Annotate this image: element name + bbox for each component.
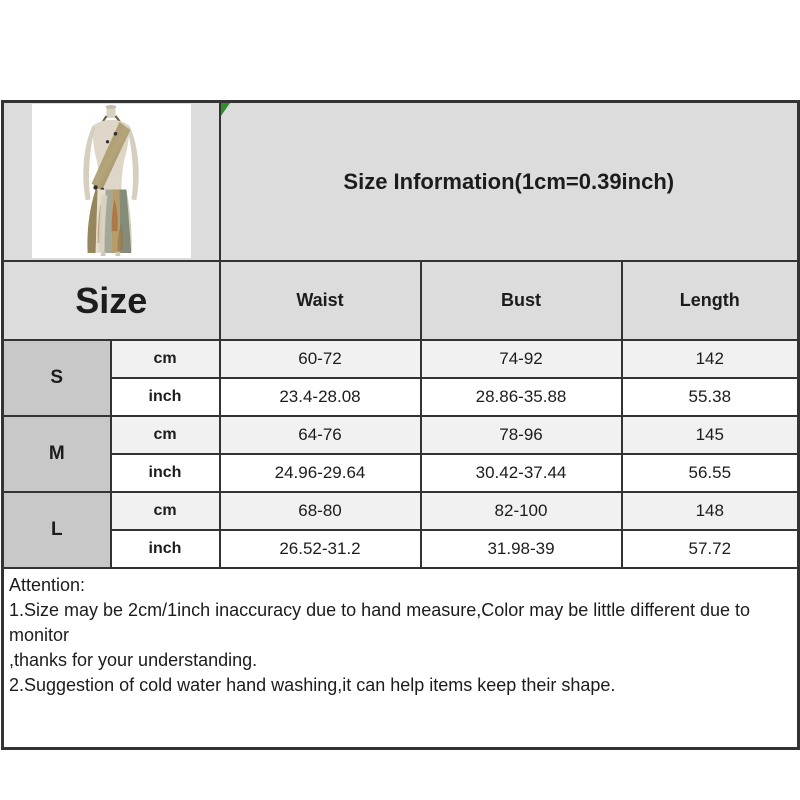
m-waist-cm: 64-76 (220, 416, 421, 454)
attention-line-3: 2.Suggestion of cold water hand washing,it can help items keep their shape. (9, 675, 616, 695)
table-row-m-inch (3, 454, 799, 492)
product-image (32, 104, 191, 258)
table-row-l-cm (3, 492, 799, 530)
l-length-cm: 148 (622, 492, 799, 530)
m-bust-cm: 78-96 (421, 416, 622, 454)
m-length-inch: 56.55 (622, 454, 799, 492)
product-image-cell (3, 102, 220, 262)
l-bust-inch: 31.98-39 (421, 530, 622, 568)
table-row-l-inch (3, 530, 799, 568)
table-row-m-cm (3, 416, 799, 454)
size-chart-table (1, 100, 800, 750)
m-bust-inch: 30.42-37.44 (421, 454, 622, 492)
l-waist-inch: 26.52-31.2 (220, 530, 421, 568)
s-length-cm: 142 (622, 340, 799, 378)
unit-label-inch: inch (111, 454, 220, 492)
s-waist-inch: 23.4-28.08 (220, 378, 421, 416)
skirt-print (87, 189, 132, 253)
title-cell (220, 102, 799, 262)
attention-line-1: 1.Size may be 2cm/1inch inaccuracy due to hand measure,Color may be little different due to monitor (9, 600, 756, 645)
m-waist-inch: 24.96-29.64 (220, 454, 421, 492)
attention-line-2: ,thanks for your understanding. (9, 650, 258, 670)
attention-row (3, 568, 799, 749)
s-bust-inch: 28.86-35.88 (421, 378, 622, 416)
size-column-header: Size (3, 261, 220, 340)
m-length-cm: 145 (622, 416, 799, 454)
unit-label-inch: inch (111, 378, 220, 416)
s-waist-cm: 60-72 (220, 340, 421, 378)
unit-label-cm: cm (111, 340, 220, 378)
attention-cell (3, 568, 799, 749)
column-header-waist: Waist (220, 261, 421, 340)
table-row-s-cm (3, 340, 799, 378)
unit-label-cm: cm (111, 416, 220, 454)
column-header-length: Length (622, 261, 799, 340)
cell-marker-triangle (221, 103, 230, 116)
size-label-m: M (3, 416, 111, 492)
s-bust-cm: 74-92 (421, 340, 622, 378)
unit-label-inch: inch (111, 530, 220, 568)
attention-heading: Attention: (9, 575, 86, 595)
attention-note (4, 569, 797, 698)
size-label-l: L (3, 492, 111, 568)
l-bust-cm: 82-100 (421, 492, 622, 530)
column-header-row (3, 261, 799, 340)
table-row-s-inch (3, 378, 799, 416)
unit-label-cm: cm (111, 492, 220, 530)
l-waist-cm: 68-80 (220, 492, 421, 530)
size-info-title: Size Information(1cm=0.39inch) (343, 168, 675, 194)
image-title-row (3, 102, 799, 262)
size-label-s: S (3, 340, 111, 416)
s-length-inch: 55.38 (622, 378, 799, 416)
column-header-bust: Bust (421, 261, 622, 340)
dress-mannequin-image (32, 104, 191, 258)
l-length-inch: 57.72 (622, 530, 799, 568)
